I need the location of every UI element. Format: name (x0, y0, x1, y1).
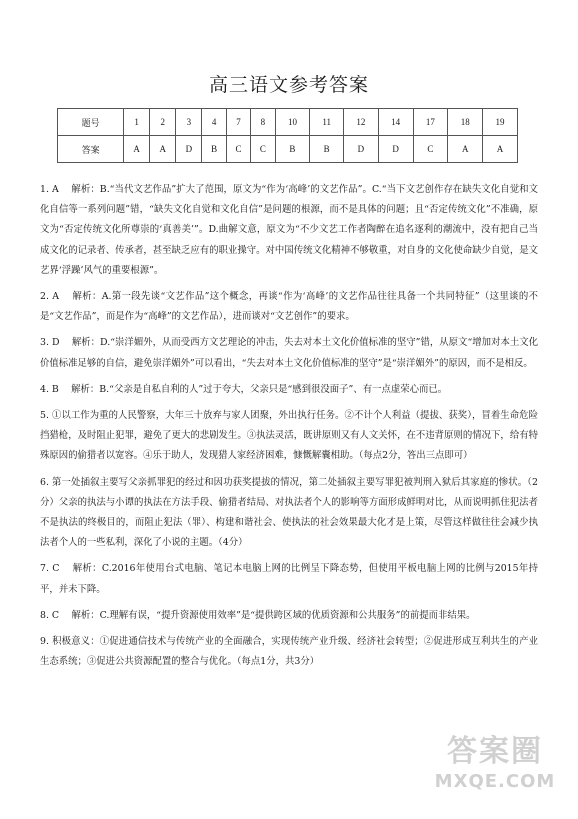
row-label-question-number: 题号 (58, 109, 124, 136)
explanation-q5: 5. ①以工作为重的人民警察，大年三十放弃与家人团聚，外出执行任务。②不计个人利益（提拔、获奖），冒着生命危险挡猎枪，及时阻止犯罪，避免了更大的悲剧发生。③执法灵活，既讲原则又有人文关怀，在不违背原则的情况下，给有特殊原因的偷猎者以宽容。④乐于助人，发现猎人家经济困难，慷慨解囊相助。（每点2分，答出三点即可） (40, 410, 538, 462)
question-number-cell: 14 (378, 109, 413, 136)
question-number-cell: 8 (251, 109, 275, 136)
explanation-q1: 1. A 解析：B.“当代文艺作品”扩大了范围，原文为“作为‘高峰’的文艺作品”。C.“当下文艺创作存在缺失文化自觉和文化自信等一系列问题”错，“缺失文化自觉和文化自信”是问题的根源，而不是具体的问题；且“否定传统文化”不准确，原文为“否定传统文化所尊崇的‘真善美’”。D.曲解文意，原文为“不少文艺工作者陶醉在追名逐利的潮流中，没有把自己当成文化的记录者、传承者，甚至缺乏应有的职业操守。对中国传统文化精神不够敬重，对自身的文化使命缺少自觉，是文艺界‘浮躁’风气的重要根源”。 (40, 184, 538, 276)
answer-cell: C (251, 136, 275, 163)
row-label-answer: 答案 (58, 136, 124, 163)
answer-cell: D (378, 136, 413, 163)
answer-cell: C (413, 136, 448, 163)
question-number-cell: 11 (310, 109, 344, 136)
explanation-q4: 4. B 解析：B.“父亲是自私自利的人”过于夸大，父亲只是“感到很没面子”、有一点虚荣心而已。 (40, 383, 448, 395)
answer-table (57, 108, 518, 163)
explanations (40, 180, 538, 678)
watermark-logo (420, 733, 570, 813)
question-number-cell: 3 (176, 109, 202, 136)
explanation-q9: 9. 积极意义：①促进通信技术与传统产业的全面融合，实现传统产业升级、经济社会转型；②促进形成互利共生的产业生态系统；③促进公共资源配置的整合与优化。（每点1分，共3分） (40, 636, 538, 668)
question-number-cell: 1 (124, 109, 150, 136)
answer-row (58, 136, 518, 163)
answer-cell: D (176, 136, 202, 163)
explanation-q8: 8. C 解析：C.理解有误，“提升资源使用效率”是“提供跨区域的优质资源和公共服务”的前提而非结果。 (40, 609, 476, 621)
answer-cell: A (483, 136, 518, 163)
answer-cell: A (448, 136, 483, 163)
question-number-cell: 10 (275, 109, 310, 136)
answer-cell: B (202, 136, 226, 163)
explanation-q7: 7. C 解析：C.2016年使用台式电脑、笔记本电脑上网的比例呈下降态势，但使用平板电脑上网的比例与2015年持平，并未下降。 (40, 563, 538, 595)
question-number-cell: 4 (202, 109, 226, 136)
question-number-cell: 7 (226, 109, 250, 136)
watermark-url: MXQE.COM (434, 771, 556, 792)
question-number-cell: 12 (343, 109, 378, 136)
answer-cell: C (226, 136, 250, 163)
question-number-cell: 19 (483, 109, 518, 136)
watermark-text: 答案圈 (447, 734, 543, 769)
explanation-q3: 3. D 解析：D.“崇洋媚外，从而受西方文艺理论的冲击，失去对本土文化价值标准的坚守”错，从原文“增加对本土文化价值标准足够的自信，避免崇洋媚外”可以看出，“失去对本土文化价值标准的坚守”是“崇洋媚外”的原因，而不是相反。 (40, 337, 538, 369)
answer-cell: B (310, 136, 344, 163)
answer-cell: B (275, 136, 310, 163)
answer-cell: D (343, 136, 378, 163)
explanation-q6: 6. 第一处插叙主要写父亲抓罪犯的经过和因功获奖提拔的情况，第二处插叙主要写罪犯被判刑入狱后其家庭的惨状。（2分）父亲的执法与小谭的执法在方法手段、偷猎者结局、对执法者个人的影响等方面形成鲜明对比，从而说明抓住犯法者不是执法的终极目的，而阻止犯法（罪）、构建和谐社会、使执法的社会效果最大化才是上策，尽管这样做往往会减少执法者个人的一些私利，深化了小说的主题。（4分） (40, 476, 538, 549)
page-title: 高三语文参考答案 (208, 74, 369, 96)
question-number-cell: 2 (150, 109, 176, 136)
question-number-row (58, 109, 518, 136)
question-number-cell: 17 (413, 109, 448, 136)
answer-cell: A (124, 136, 150, 163)
explanation-q2: 2. A 解析：A.第一段先谈“文艺作品”这个概念，再谈“作为‘高峰’的文艺作品往往具备一个共同特征”（这里谈的不是“文艺作品”，而是作为“高峰”的文艺作品），进而谈对“文艺创作”的要求。 (40, 291, 538, 323)
question-number-cell: 18 (448, 109, 483, 136)
answer-cell: A (150, 136, 176, 163)
